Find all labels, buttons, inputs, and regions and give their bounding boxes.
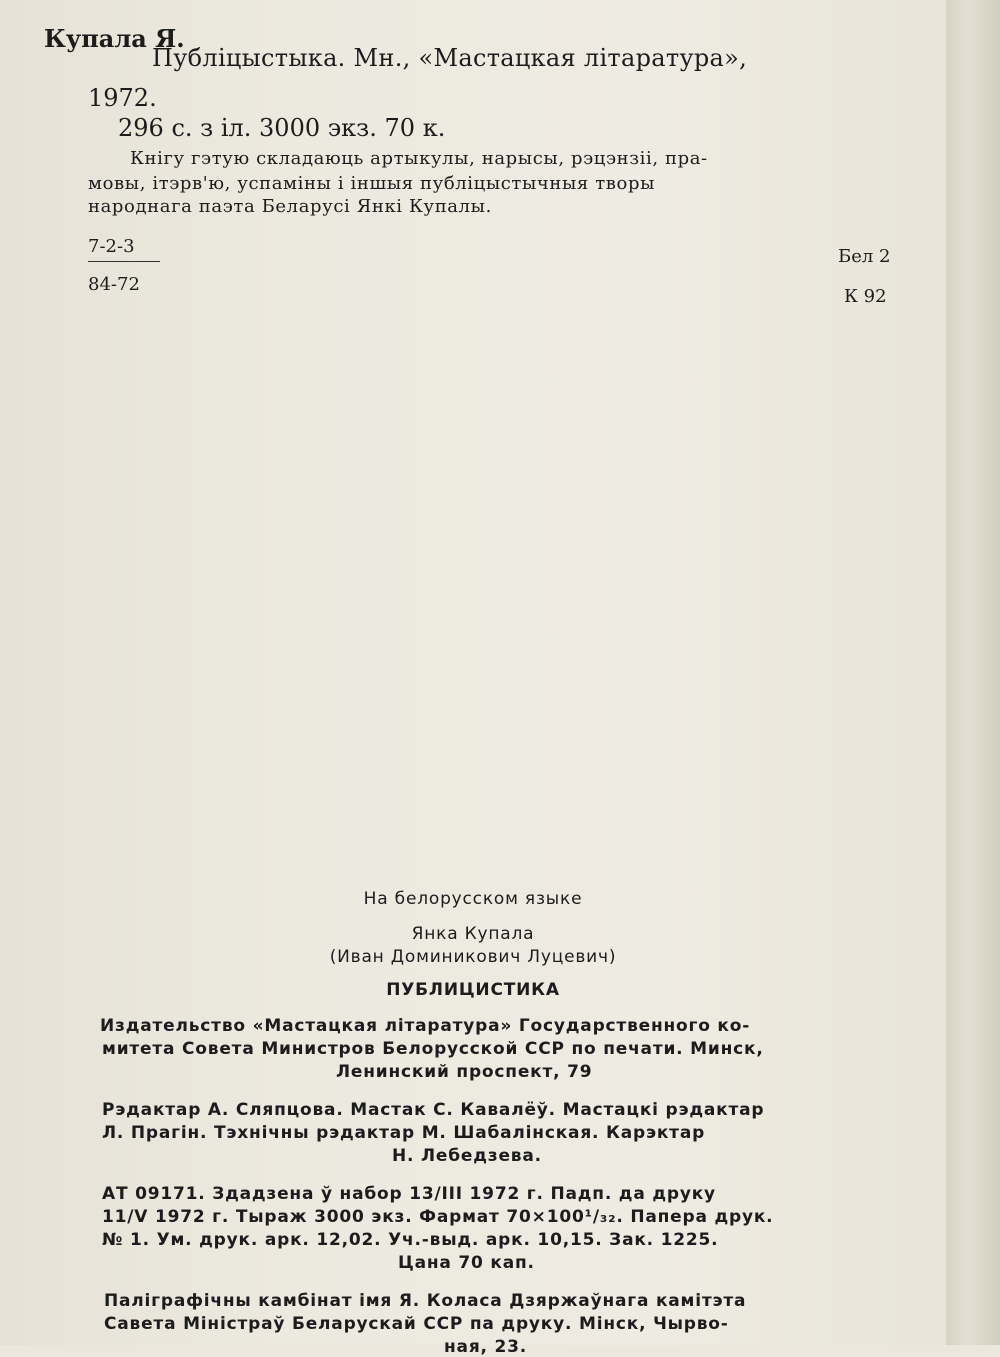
author-mark: К 92 (844, 286, 887, 307)
publisher-line: Ленинский проспект, 79 (336, 1062, 593, 1082)
fraction-line (88, 261, 160, 262)
code-denominator: 84-72 (88, 274, 140, 295)
annotation-line: народнага паэта Беларусі Янкі Купалы. (88, 196, 492, 217)
author-real-name: (Иван Доминикович Луцевич) (329, 947, 617, 967)
bbk-code: Бел 2 (838, 246, 891, 267)
credits-line: Н. Лебедзева. (392, 1146, 542, 1166)
book-title: ПУБЛИЦИСТИКА (386, 980, 560, 1000)
annotation-line: Кнігу гэтую складаюць артыкулы, нарысы, рэцэнзіі, пра- (130, 148, 708, 169)
page-edge (946, 0, 1000, 1345)
credits-line: Л. Прагін. Тэхнічны рэдактар М. Шабалінская. Карэктар (102, 1123, 706, 1143)
price-line: Цана 70 кап. (398, 1253, 535, 1273)
code-numerator: 7-2-3 (88, 236, 135, 257)
author-heading: Купала Я. (44, 24, 185, 53)
publisher-line: митета Совета Министров Белорусской ССР по печати. Минск, (102, 1039, 764, 1059)
print-data-line: АТ 09171. Здадзена ў набор 13/ІІІ 1972 г. Падп. да друку (102, 1184, 716, 1204)
credits-line: Рэдактар А. Сляпцова. Мастак С. Кавалёў. Мастацкі рэдактар (102, 1100, 765, 1120)
title-line: Публіцыстыка. Мн., «Мастацкая літаратура», (152, 44, 748, 72)
print-data-line: 11/V 1972 г. Тыраж 3000 экз. Фармат 70×100¹/₃₂. Папера друк. (102, 1207, 774, 1227)
pages-line: 296 с. з іл. 3000 экз. 70 к. (118, 114, 446, 142)
author-name: Янка Купала (411, 924, 535, 944)
printer-line: Паліграфічны камбінат імя Я. Коласа Дзяржаўнага камітэта (104, 1291, 747, 1311)
annotation-line: мовы, ітэрв'ю, успаміны і іншыя публіцыстычныя творы (88, 173, 655, 194)
printer-line: Савета Міністраў Беларускай ССР па друку. Мінск, Чырво- (104, 1314, 729, 1334)
publisher-line: Издательство «Мастацкая літаратура» Государственного ко- (100, 1016, 751, 1036)
language-note: На белорусском языке (363, 889, 583, 909)
print-data-line: № 1. Ум. друк. арк. 12,02. Уч.-выд. арк. 10,15. Зак. 1225. (102, 1230, 719, 1250)
printer-line: ная, 23. (444, 1337, 528, 1357)
year-line: 1972. (88, 84, 157, 112)
